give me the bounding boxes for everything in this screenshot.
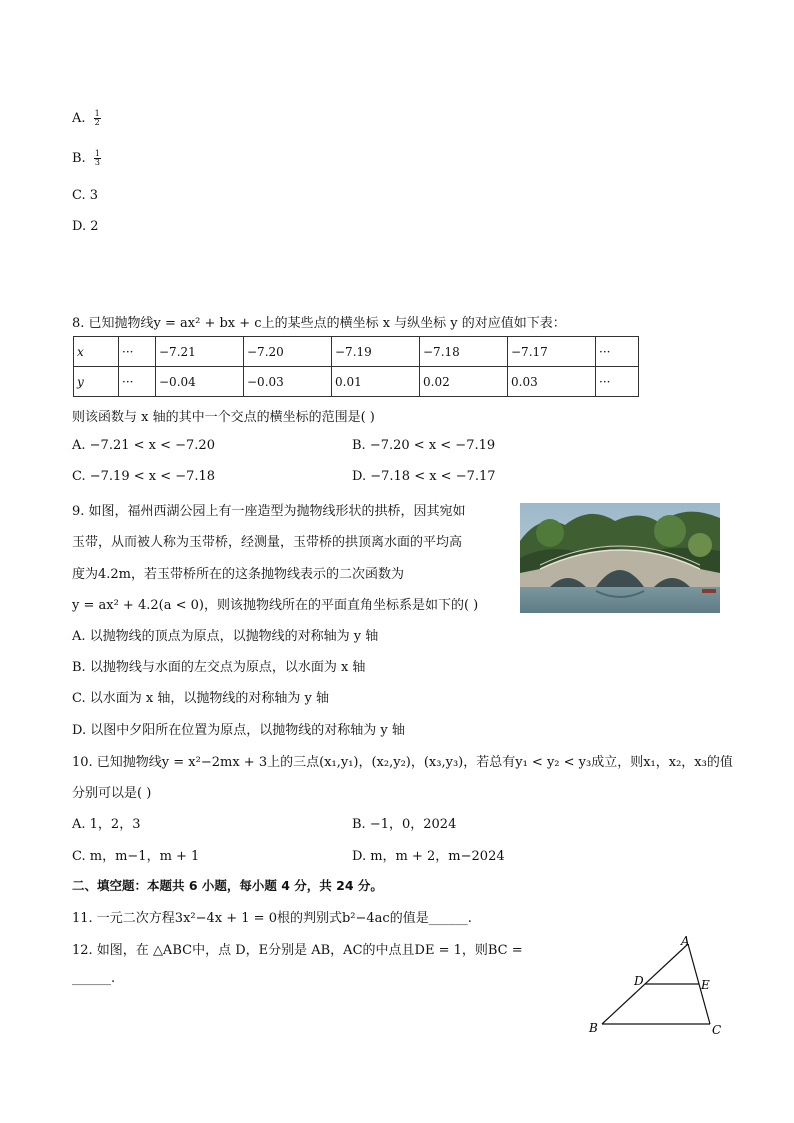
question-9-line-4: y = ax² + 4.2(a < 0)，则该抛物线所在的平面直角坐标系是如下的( ) xyxy=(72,598,479,613)
q10-option-c: C. m，m−1，m + 1 xyxy=(72,849,200,864)
point-label-d: D xyxy=(634,974,644,988)
option-d: D. 2 xyxy=(72,219,99,234)
question-12-line-1: 12. 如图，在 △ABC中，点 D，E分别是 AB，AC的中点且DE = 1，则BC = xyxy=(72,943,523,958)
table-row-x xyxy=(74,337,639,367)
option-c: C. 3 xyxy=(72,188,99,203)
table-cell: −0.03 xyxy=(244,367,332,397)
question-12-line-2: ______. xyxy=(72,971,116,986)
option-a xyxy=(72,110,101,127)
question-9-line-2: 玉带，从而被人称为玉带桥，经测量，玉带桥的拱顶离水面的平均高 xyxy=(72,535,463,550)
table-cell: −7.20 xyxy=(244,337,332,367)
table-cell: y xyxy=(74,367,119,397)
table-cell: −7.17 xyxy=(508,337,596,367)
vertex-label-b: B xyxy=(589,1021,598,1035)
table-cell: −7.21 xyxy=(156,337,244,367)
vertex-label-a: A xyxy=(681,934,690,948)
table-cell: ··· xyxy=(119,367,156,397)
q10-option-b: B. −1，0，2024 xyxy=(352,817,457,832)
q8-option-c: C. −7.19 < x < −7.18 xyxy=(72,469,216,484)
q9-option-d: D. 以图中夕阳所在位置为原点，以抛物线的对称轴为 y 轴 xyxy=(72,723,405,738)
option-b-label: B. xyxy=(72,151,86,166)
triangle-figure xyxy=(585,930,730,1040)
table-cell: ··· xyxy=(596,367,639,397)
section-heading: 二、填空题：本题共 6 小题，每小题 4 分，共 24 分。 xyxy=(72,878,383,893)
bridge-photo xyxy=(520,503,720,613)
table-cell: −0.04 xyxy=(156,367,244,397)
table-cell: x xyxy=(74,337,119,367)
fraction-one-third: $\frac{1}{3}$ xyxy=(94,149,100,167)
table-cell: 0.01 xyxy=(332,367,420,397)
table-cell: ··· xyxy=(119,337,156,367)
q8-option-a: A. −7.21 < x < −7.20 xyxy=(72,438,215,453)
option-a-label: A. xyxy=(72,111,86,126)
question-8-question: 则该函数与 x 轴的其中一个交点的横坐标的范围是( ) xyxy=(72,410,375,425)
q8-option-b: B. −7.20 < x < −7.19 xyxy=(352,438,496,453)
table-cell: ··· xyxy=(596,337,639,367)
question-9-line-1: 9. 如图，福州西湖公园上有一座造型为抛物线形状的拱桥，因其宛如 xyxy=(72,504,466,519)
option-b xyxy=(72,150,101,167)
question-10-line-1: 10. 已知抛物线y = x²−2mx + 3上的三点(x₁,y₁)，(x₂,y₂)，(x₃,y₃)，若总有y₁ < y₂ < y₃成立，则x₁，x₂，x₃的值 xyxy=(72,755,733,770)
vertex-label-c: C xyxy=(712,1023,722,1037)
triangle-abc-diagram xyxy=(585,930,730,1040)
q9-option-c: C. 以水面为 x 轴，以抛物线的对称轴为 y 轴 xyxy=(72,691,329,706)
table-cell: 0.03 xyxy=(508,367,596,397)
fraction-one-half: $\frac{1}{2}$ xyxy=(94,109,100,127)
q9-option-a: A. 以抛物线的顶点为原点，以抛物线的对称轴为 y 轴 xyxy=(72,629,379,644)
jade-belt-bridge-image xyxy=(520,503,720,613)
question-8-stem: 8. 已知抛物线y = ax² + bx + c上的某些点的横坐标 x 与纵坐标 y 的对应值如下表： xyxy=(72,316,566,331)
question-9-line-3: 度为4.2m，若玉带桥所在的这条抛物线表示的二次函数为 xyxy=(72,567,405,582)
q10-option-d: D. m，m + 2，m−2024 xyxy=(352,849,505,864)
q9-option-b: B. 以抛物线与水面的左交点为原点，以水面为 x 轴 xyxy=(72,660,366,675)
point-label-e: E xyxy=(701,978,710,992)
value-table xyxy=(73,336,639,397)
table-cell: −7.19 xyxy=(332,337,420,367)
table-row-y xyxy=(74,367,639,397)
table-cell: −7.18 xyxy=(420,337,508,367)
table-cell: 0.02 xyxy=(420,367,508,397)
question-11: 11. 一元二次方程3x²−4x + 1 = 0根的判别式b²−4ac的值是______. xyxy=(72,911,472,926)
q10-option-a: A. 1，2，3 xyxy=(72,817,141,832)
q8-option-d: D. −7.18 < x < −7.17 xyxy=(352,469,496,484)
question-10-line-2: 分别可以是( ) xyxy=(72,786,152,801)
